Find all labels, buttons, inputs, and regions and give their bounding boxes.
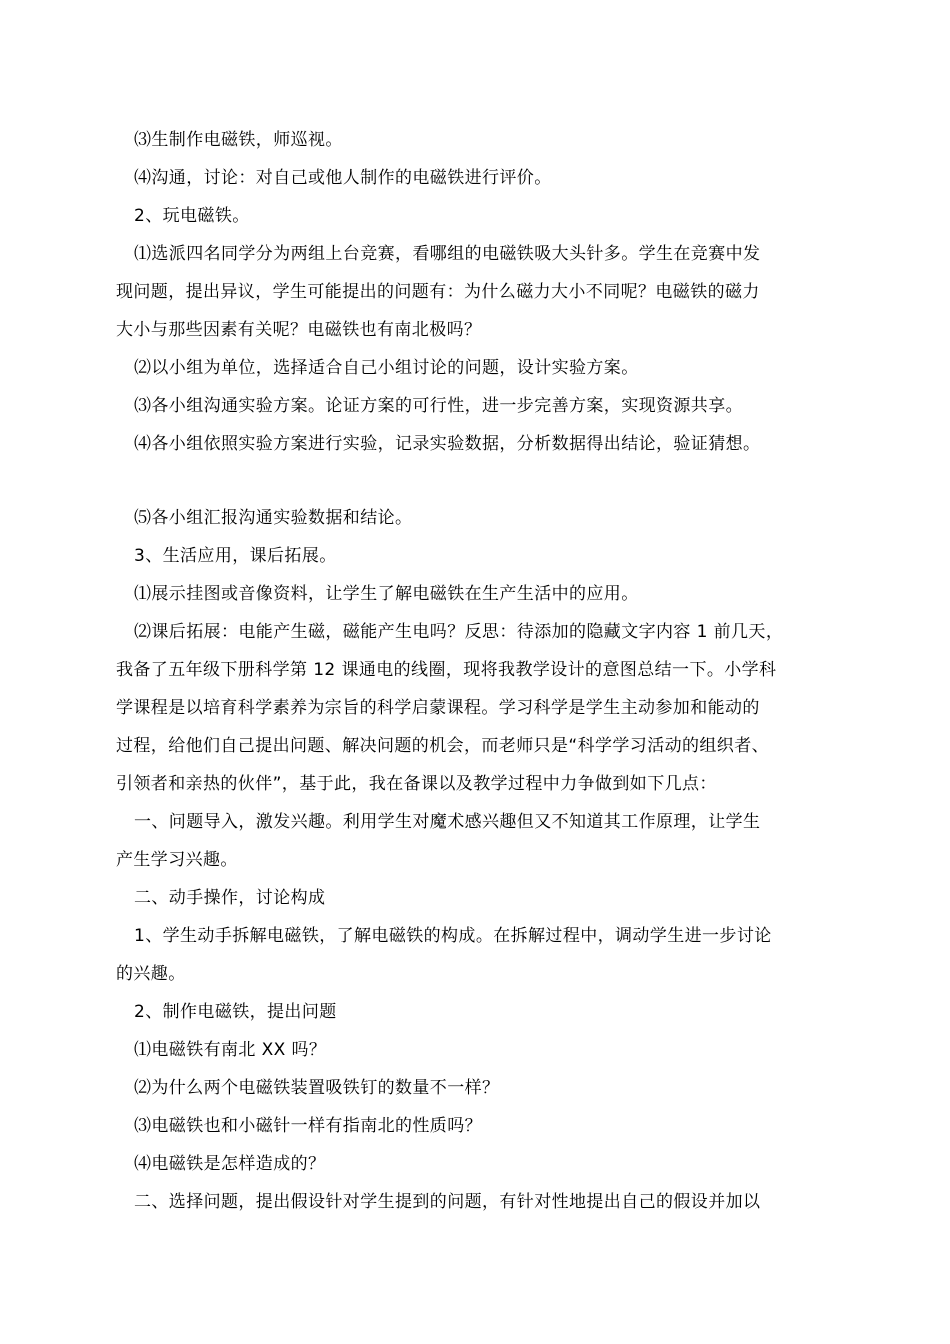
paragraph-line: 2、玩电磁铁。 <box>134 206 250 226</box>
paragraph-line: 2、制作电磁铁，提出问题 <box>134 1002 337 1022</box>
paragraph-line: ⑴电磁铁有南北 XX 吗？ <box>134 1040 327 1060</box>
paragraph-line: 1、学生动手拆解电磁铁，了解电磁铁的构成。在拆解过程中，调动学生进一步讨论 <box>134 926 772 946</box>
paragraph-line: ⑶各小组沟通实验方案。论证方案的可行性，进一步完善方案，实现资源共享。 <box>134 396 743 416</box>
paragraph-line: 3、生活应用，课后拓展。 <box>134 546 337 566</box>
paragraph-line: 我备了五年级下册科学第 12 课通电的线圈，现将我教学设计的意图总结一下。小学科 <box>116 660 777 680</box>
paragraph-line: ⑴展示挂图或音像资料，让学生了解电磁铁在生产生活中的应用。 <box>134 584 639 604</box>
paragraph-line: ⑷各小组依照实验方案进行实验，记录实验数据，分析数据得出结论，验证猜想。 <box>134 434 761 454</box>
paragraph-line: 学课程是以培育科学素养为宗旨的科学启蒙课程。学习科学是学生主动参加和能动的 <box>116 698 760 718</box>
paragraph-line: 过程，给他们自己提出问题、解决问题的机会，而老师只是“科学学习活动的组织者、 <box>116 736 770 756</box>
paragraph-line: ⑸各小组汇报沟通实验数据和结论。 <box>134 508 413 528</box>
paragraph-line: ⑷电磁铁是怎样造成的？ <box>134 1154 326 1174</box>
paragraph-line: ⑶电磁铁也和小磁针一样有指南北的性质吗？ <box>134 1116 482 1136</box>
paragraph-line: 产生学习兴趣。 <box>116 850 238 870</box>
paragraph-line: 现问题，提出异议，学生可能提出的问题有：为什么磁力大小不同呢？电磁铁的磁力 <box>116 282 760 302</box>
paragraph-line: ⑴选派四名同学分为两组上台竞赛，看哪组的电磁铁吸大头针多。学生在竞赛中发 <box>134 244 761 264</box>
paragraph-line: 引领者和亲热的伙伴”，基于此，我在备课以及教学过程中力争做到如下几点： <box>116 774 717 794</box>
paragraph-line: 二、选择问题，提出假设针对学生提到的问题，有针对性地提出自己的假设并加以 <box>134 1192 761 1212</box>
paragraph-line: ⑵课后拓展：电能产生磁，磁能产生电吗？反思：待添加的隐藏文字内容 1 前几天， <box>134 622 784 642</box>
paragraph-line: 一、问题导入，激发兴趣。利用学生对魔术感兴趣但又不知道其工作原理，让学生 <box>134 812 761 832</box>
paragraph-line: ⑵以小组为单位，选择适合自己小组讨论的问题，设计实验方案。 <box>134 358 639 378</box>
paragraph-line: 的兴趣。 <box>116 964 186 984</box>
paragraph-line: ⑷沟通，讨论：对自己或他人制作的电磁铁进行评价。 <box>134 168 552 188</box>
paragraph-line: 二、动手操作，讨论构成 <box>134 888 326 908</box>
paragraph-line: ⑶生制作电磁铁，师巡视。 <box>134 130 343 150</box>
paragraph-line: 大小与那些因素有关呢？电磁铁也有南北极吗？ <box>116 320 482 340</box>
paragraph-line: ⑵为什么两个电磁铁装置吸铁钉的数量不一样？ <box>134 1078 500 1098</box>
